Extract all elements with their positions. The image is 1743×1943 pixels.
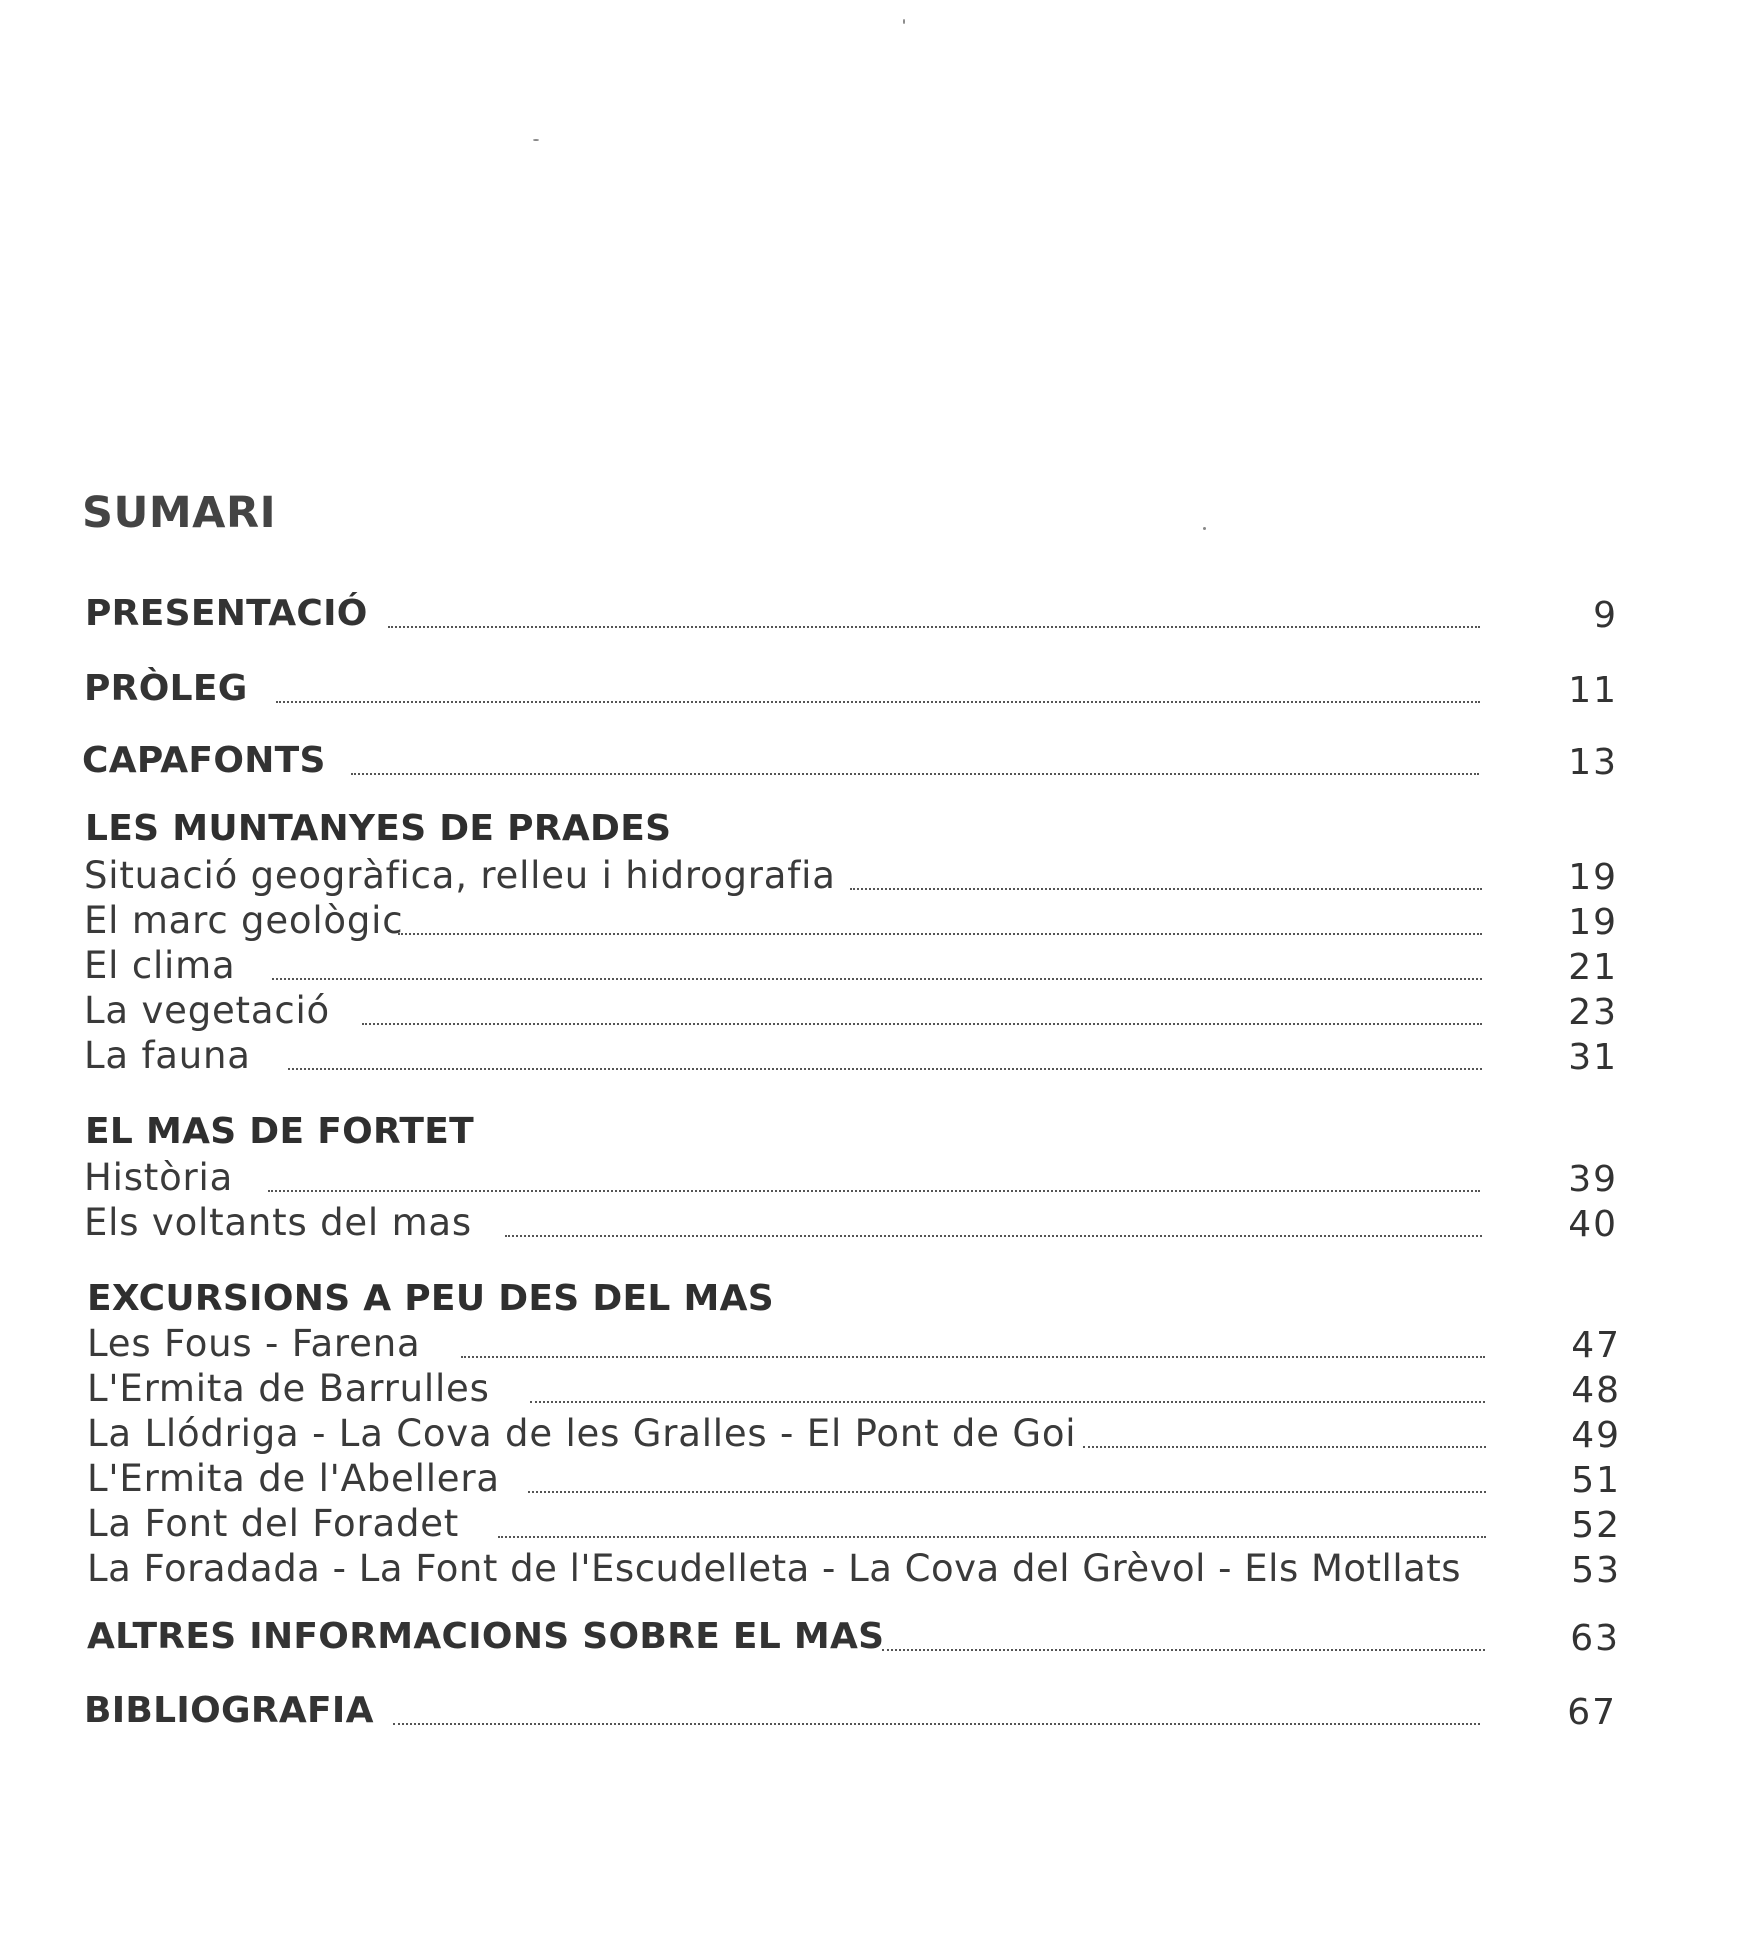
toc-entry-label: PRESENTACIÓ (85, 593, 368, 634)
page-number: 52 (1571, 1505, 1621, 1546)
toc-entry-capafonts (0, 735, 1743, 787)
dot-leader (1083, 1446, 1486, 1448)
page-number: 31 (1568, 1037, 1618, 1078)
page-title: SUMARI (82, 488, 277, 538)
dot-leader (882, 1649, 1485, 1651)
page-number: 63 (1570, 1618, 1620, 1659)
speck (533, 139, 539, 141)
dot-leader (461, 1356, 1485, 1358)
dot-leader (393, 1723, 1480, 1725)
dot-leader (276, 701, 1480, 703)
dot-leader (850, 888, 1482, 890)
toc-entry-label: ALTRES INFORMACIONS SOBRE EL MAS (87, 1616, 885, 1657)
section-heading: EXCURSIONS A PEU DES DEL MAS (87, 1278, 774, 1319)
speck (903, 19, 905, 24)
dot-leader (268, 1190, 1480, 1192)
toc-item (0, 1543, 1743, 1595)
page-number: 40 (1568, 1204, 1618, 1245)
dot-leader (528, 1491, 1486, 1493)
toc-item-label: L'Ermita de Barrulles (87, 1367, 490, 1410)
toc-entry-presentacio (0, 588, 1743, 640)
toc-item-label: L'Ermita de l'Abellera (87, 1457, 500, 1500)
page-number: 67 (1567, 1692, 1617, 1733)
dot-leader (272, 978, 1482, 980)
toc-entry-label: PRÒLEG (84, 668, 248, 709)
page-number: 9 (1593, 595, 1618, 636)
dot-leader (351, 773, 1479, 775)
page-number: 48 (1571, 1370, 1621, 1411)
toc-item-label: La Font del Foradet (87, 1502, 460, 1545)
toc-item (0, 1197, 1743, 1249)
page-number: 19 (1568, 902, 1618, 943)
page-number: 49 (1571, 1415, 1621, 1456)
toc-item-label: Els voltants del mas (84, 1201, 472, 1244)
dot-leader (505, 1235, 1482, 1237)
page-number: 51 (1571, 1460, 1621, 1501)
page-number: 21 (1568, 947, 1618, 988)
toc-item-label: Història (84, 1156, 234, 1199)
page-number: 47 (1571, 1325, 1621, 1366)
page-number: 23 (1568, 992, 1618, 1033)
toc-item-label: El marc geològic (84, 899, 404, 942)
toc-entry-label: BIBLIOGRAFIA (84, 1690, 374, 1731)
page-number: 39 (1568, 1159, 1618, 1200)
toc-item-label: Situació geogràfica, relleu i hidrografia (84, 854, 836, 897)
page-number: 11 (1568, 670, 1618, 711)
toc-item-label: El clima (84, 944, 236, 987)
page-number: 13 (1568, 742, 1618, 783)
section-heading: LES MUNTANYES DE PRADES (85, 808, 672, 849)
section-heading: EL MAS DE FORTET (85, 1111, 475, 1152)
toc-item-label: La vegetació (84, 989, 330, 1032)
toc-item-label: La Llódriga - La Cova de les Gralles - El Pont de Goi (87, 1412, 1077, 1455)
page-number: 53 (1571, 1550, 1621, 1591)
dot-leader (288, 1068, 1482, 1070)
toc-entry-proleg (0, 663, 1743, 715)
speck (1203, 527, 1206, 530)
toc-entry-altres (0, 1611, 1743, 1663)
toc-item-label: La Foradada - La Font de l'Escudelleta - La Cova del Grèvol - Els Motllats (87, 1547, 1462, 1590)
dot-leader (530, 1401, 1485, 1403)
dot-leader (388, 626, 1480, 628)
dot-leader (498, 1536, 1486, 1538)
toc-item-label: Les Fous - Farena (87, 1322, 421, 1365)
dot-leader (362, 1023, 1482, 1025)
toc-entry-bibliografia (0, 1685, 1743, 1737)
page-number: 19 (1568, 857, 1618, 898)
toc-item-label: La fauna (84, 1034, 251, 1077)
toc-item (0, 1030, 1743, 1082)
toc-entry-label: CAPAFONTS (82, 740, 326, 781)
dot-leader (398, 933, 1482, 935)
